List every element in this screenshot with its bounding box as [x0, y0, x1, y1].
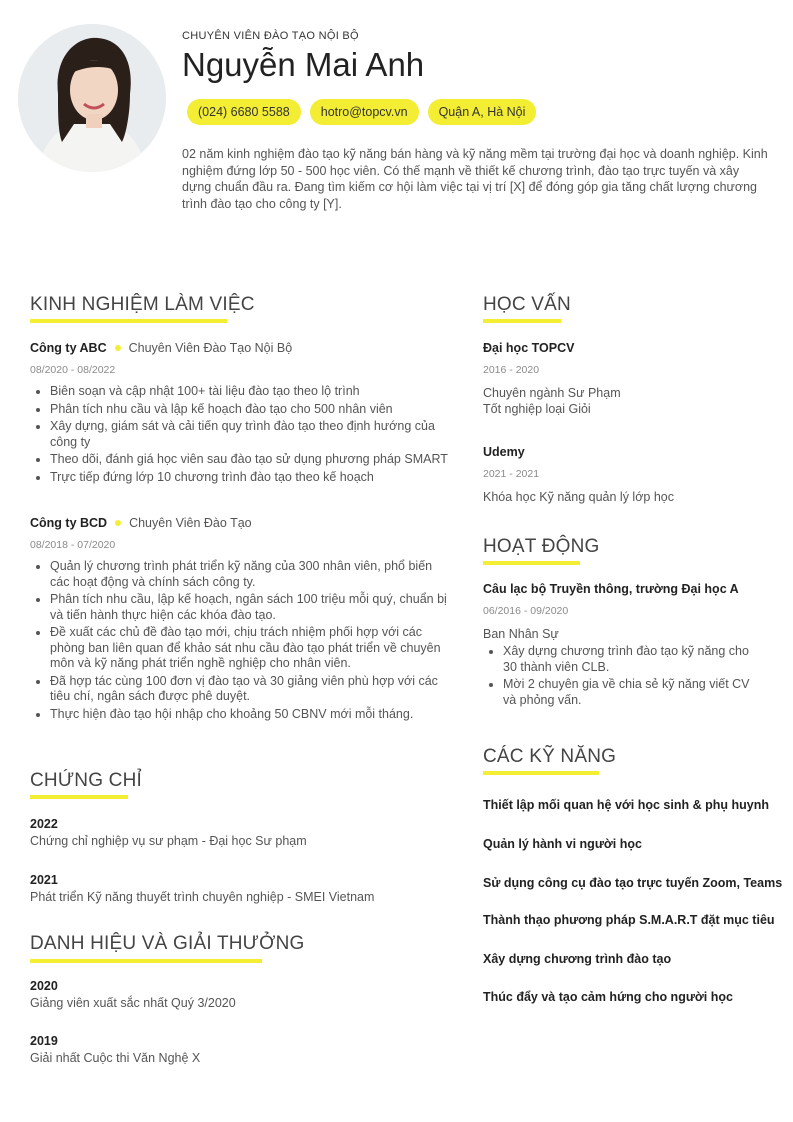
- award-text: Giảng viên xuất sắc nhất Quý 3/2020: [30, 996, 236, 1010]
- education-title: HỌC VẤN: [483, 294, 571, 315]
- phone-pill[interactable]: (024) 6680 5588: [187, 99, 301, 125]
- certificate-text: Phát triển Kỹ năng thuyết trình chuyên nghiệp - SMEI Vietnam: [30, 890, 375, 904]
- education-underline: [483, 319, 561, 323]
- skill-item: Sử dụng công cụ đào tạo trực tuyến Zoom, Teams: [483, 876, 783, 890]
- candidate-name: Nguyễn Mai Anh: [182, 46, 425, 83]
- school-name: Udemy: [483, 445, 525, 459]
- education-dates: 2016 - 2020: [483, 364, 540, 376]
- job-role: Chuyên Viên Đào Tạo Nội Bộ: [128, 341, 293, 355]
- profile-photo-image: [18, 24, 166, 172]
- list-item: • Xây dựng, giám sát và cải tiến quy trình đào tạo theo định hướng của công ty: [50, 419, 455, 450]
- education-course: Khóa học Kỹ năng quản lý lớp học: [483, 490, 674, 504]
- education-grade: Tốt nghiệp loại Giỏi: [483, 402, 591, 416]
- school-name: Đại học TOPCV: [483, 341, 575, 355]
- education-dates: 2021 - 2021: [483, 468, 540, 480]
- awards-underline: [30, 959, 262, 963]
- summary: 02 năm kinh nghiệm đào tạo kỹ năng bán hàng và kỹ năng mềm tại trường đại học và doanh nghiệp. Kinh nghiệm đứng lớp 50 - 500 học viên. Có thế mạnh về thiết kế chương trình, đào tạo trực tuyến và xây dựng chuẩn đầu ra. Đang tìm kiếm cơ hội làm việc tại vị trí [X] để đóng góp gia tăng chất lượng chương trình đào tạo cho công ty [Y].: [182, 147, 768, 211]
- award-text: Giải nhất Cuộc thi Văn Nghệ X: [30, 1051, 201, 1065]
- list-item: • Đã hợp tác cùng 100 đơn vị đào tạo và 30 giảng viên phù hợp với các tiêu chí, ngân sách được phê duyệt.: [50, 674, 455, 705]
- list-item: • Trực tiếp đứng lớp 10 chương trình đào tạo theo kế hoạch: [50, 470, 455, 486]
- contact-list: [187, 99, 536, 125]
- certificates-title: CHỨNG CHỈ: [30, 770, 142, 791]
- certificate-entry: [30, 873, 455, 904]
- activity-entry: [483, 582, 773, 710]
- bullet-dot: [115, 345, 121, 351]
- list-item: • Xây dựng chương trình đào tạo kỹ năng cho 30 thành viên CLB.: [503, 644, 753, 675]
- activity-org: Câu lạc bộ Truyền thông, trường Đại học A: [483, 582, 739, 596]
- award-entry: [30, 979, 455, 1010]
- job-dates: 08/2018 - 07/2020: [30, 539, 116, 551]
- activity-role: Ban Nhân Sự: [483, 627, 559, 641]
- activity-bullets: [483, 644, 753, 708]
- location-pill: Quận A, Hà Nội: [428, 99, 537, 125]
- certificate-year: 2022: [30, 817, 58, 831]
- skill-item: Thiết lập mối quan hệ với học sinh & phụ huynh: [483, 798, 769, 812]
- certificate-entry: [30, 817, 455, 848]
- activities-title: HOẠT ĐỘNG: [483, 536, 600, 557]
- activities-underline: [483, 561, 580, 565]
- education-major: Chuyên ngành Sư Phạm: [483, 386, 621, 400]
- company-name: Công ty ABC: [30, 341, 107, 355]
- bullet-dot: [115, 520, 121, 526]
- profile-photo: [18, 24, 166, 172]
- skills-title: CÁC KỸ NĂNG: [483, 746, 617, 767]
- award-year: 2020: [30, 979, 58, 993]
- awards-title: DANH HIỆU VÀ GIẢI THƯỞNG: [30, 933, 305, 954]
- job-entry: [30, 341, 455, 487]
- job-dates: 08/2020 - 08/2022: [30, 364, 116, 376]
- skill-item: Thành thạo phương pháp S.M.A.R.T đặt mục tiêu: [483, 913, 775, 927]
- list-item: • Phân tích nhu cầu, lập kế hoạch, ngân sách 100 triệu mỗi quý, chuẩn bị và tiến hành thực hiện các khóa đào tạo.: [50, 592, 455, 623]
- certificate-text: Chứng chỉ nghiệp vụ sư phạm - Đại học Sư phạm: [30, 834, 307, 848]
- certificate-year: 2021: [30, 873, 58, 887]
- skill-item: Quản lý hành vi người học: [483, 837, 642, 851]
- list-item: • Đề xuất các chủ đề đào tạo mới, chịu trách nhiệm phối hợp với các phòng ban liên quan để khảo sát nhu cầu đào tạo phát triển về chuyên môn và kỹ năng phát triển nghề nghiệp cho nhân viên.: [50, 625, 455, 672]
- job-bullets: [30, 559, 455, 722]
- list-item: • Theo dõi, đánh giá học viên sau đào tạo sử dụng phương pháp SMART: [50, 452, 455, 468]
- education-entry: [483, 341, 773, 417]
- list-item: • Biên soạn và cập nhật 100+ tài liệu đào tạo theo lộ trình: [50, 384, 455, 400]
- list-item: • Phân tích nhu cầu và lập kế hoạch đào tạo cho 500 nhân viên: [50, 402, 455, 418]
- education-entry: [483, 445, 773, 505]
- certificates-underline: [30, 795, 128, 799]
- job-entry: [30, 516, 455, 724]
- experience-title: KINH NGHIỆM LÀM VIỆC: [30, 294, 255, 315]
- list-item: • Thực hiện đào tạo hội nhập cho khoảng 50 CBNV mới mỗi tháng.: [50, 707, 455, 723]
- email-pill[interactable]: hotro@topcv.vn: [310, 99, 419, 125]
- job-role: Chuyên Viên Đào Tạo: [129, 516, 252, 530]
- skill-item: Xây dựng chương trình đào tạo: [483, 952, 672, 966]
- list-item: • Quản lý chương trình phát triển kỹ năng của 300 nhân viên, phổ biến các hoạt động và chính sách công ty.: [50, 559, 455, 590]
- job-title: CHUYÊN VIÊN ĐÀO TẠO NỘI BỘ: [182, 30, 359, 42]
- skill-item: Thúc đẩy và tạo cảm hứng cho người học: [483, 990, 733, 1004]
- list-item: • Mời 2 chuyên gia về chia sẻ kỹ năng viết CV và phỏng vấn.: [503, 677, 753, 708]
- activity-dates: 06/2016 - 09/2020: [483, 605, 569, 617]
- skills-underline: [483, 771, 599, 775]
- award-year: 2019: [30, 1034, 58, 1048]
- job-bullets: [30, 384, 455, 485]
- award-entry: [30, 1034, 455, 1065]
- experience-underline: [30, 319, 227, 323]
- company-name: Công ty BCD: [30, 516, 108, 530]
